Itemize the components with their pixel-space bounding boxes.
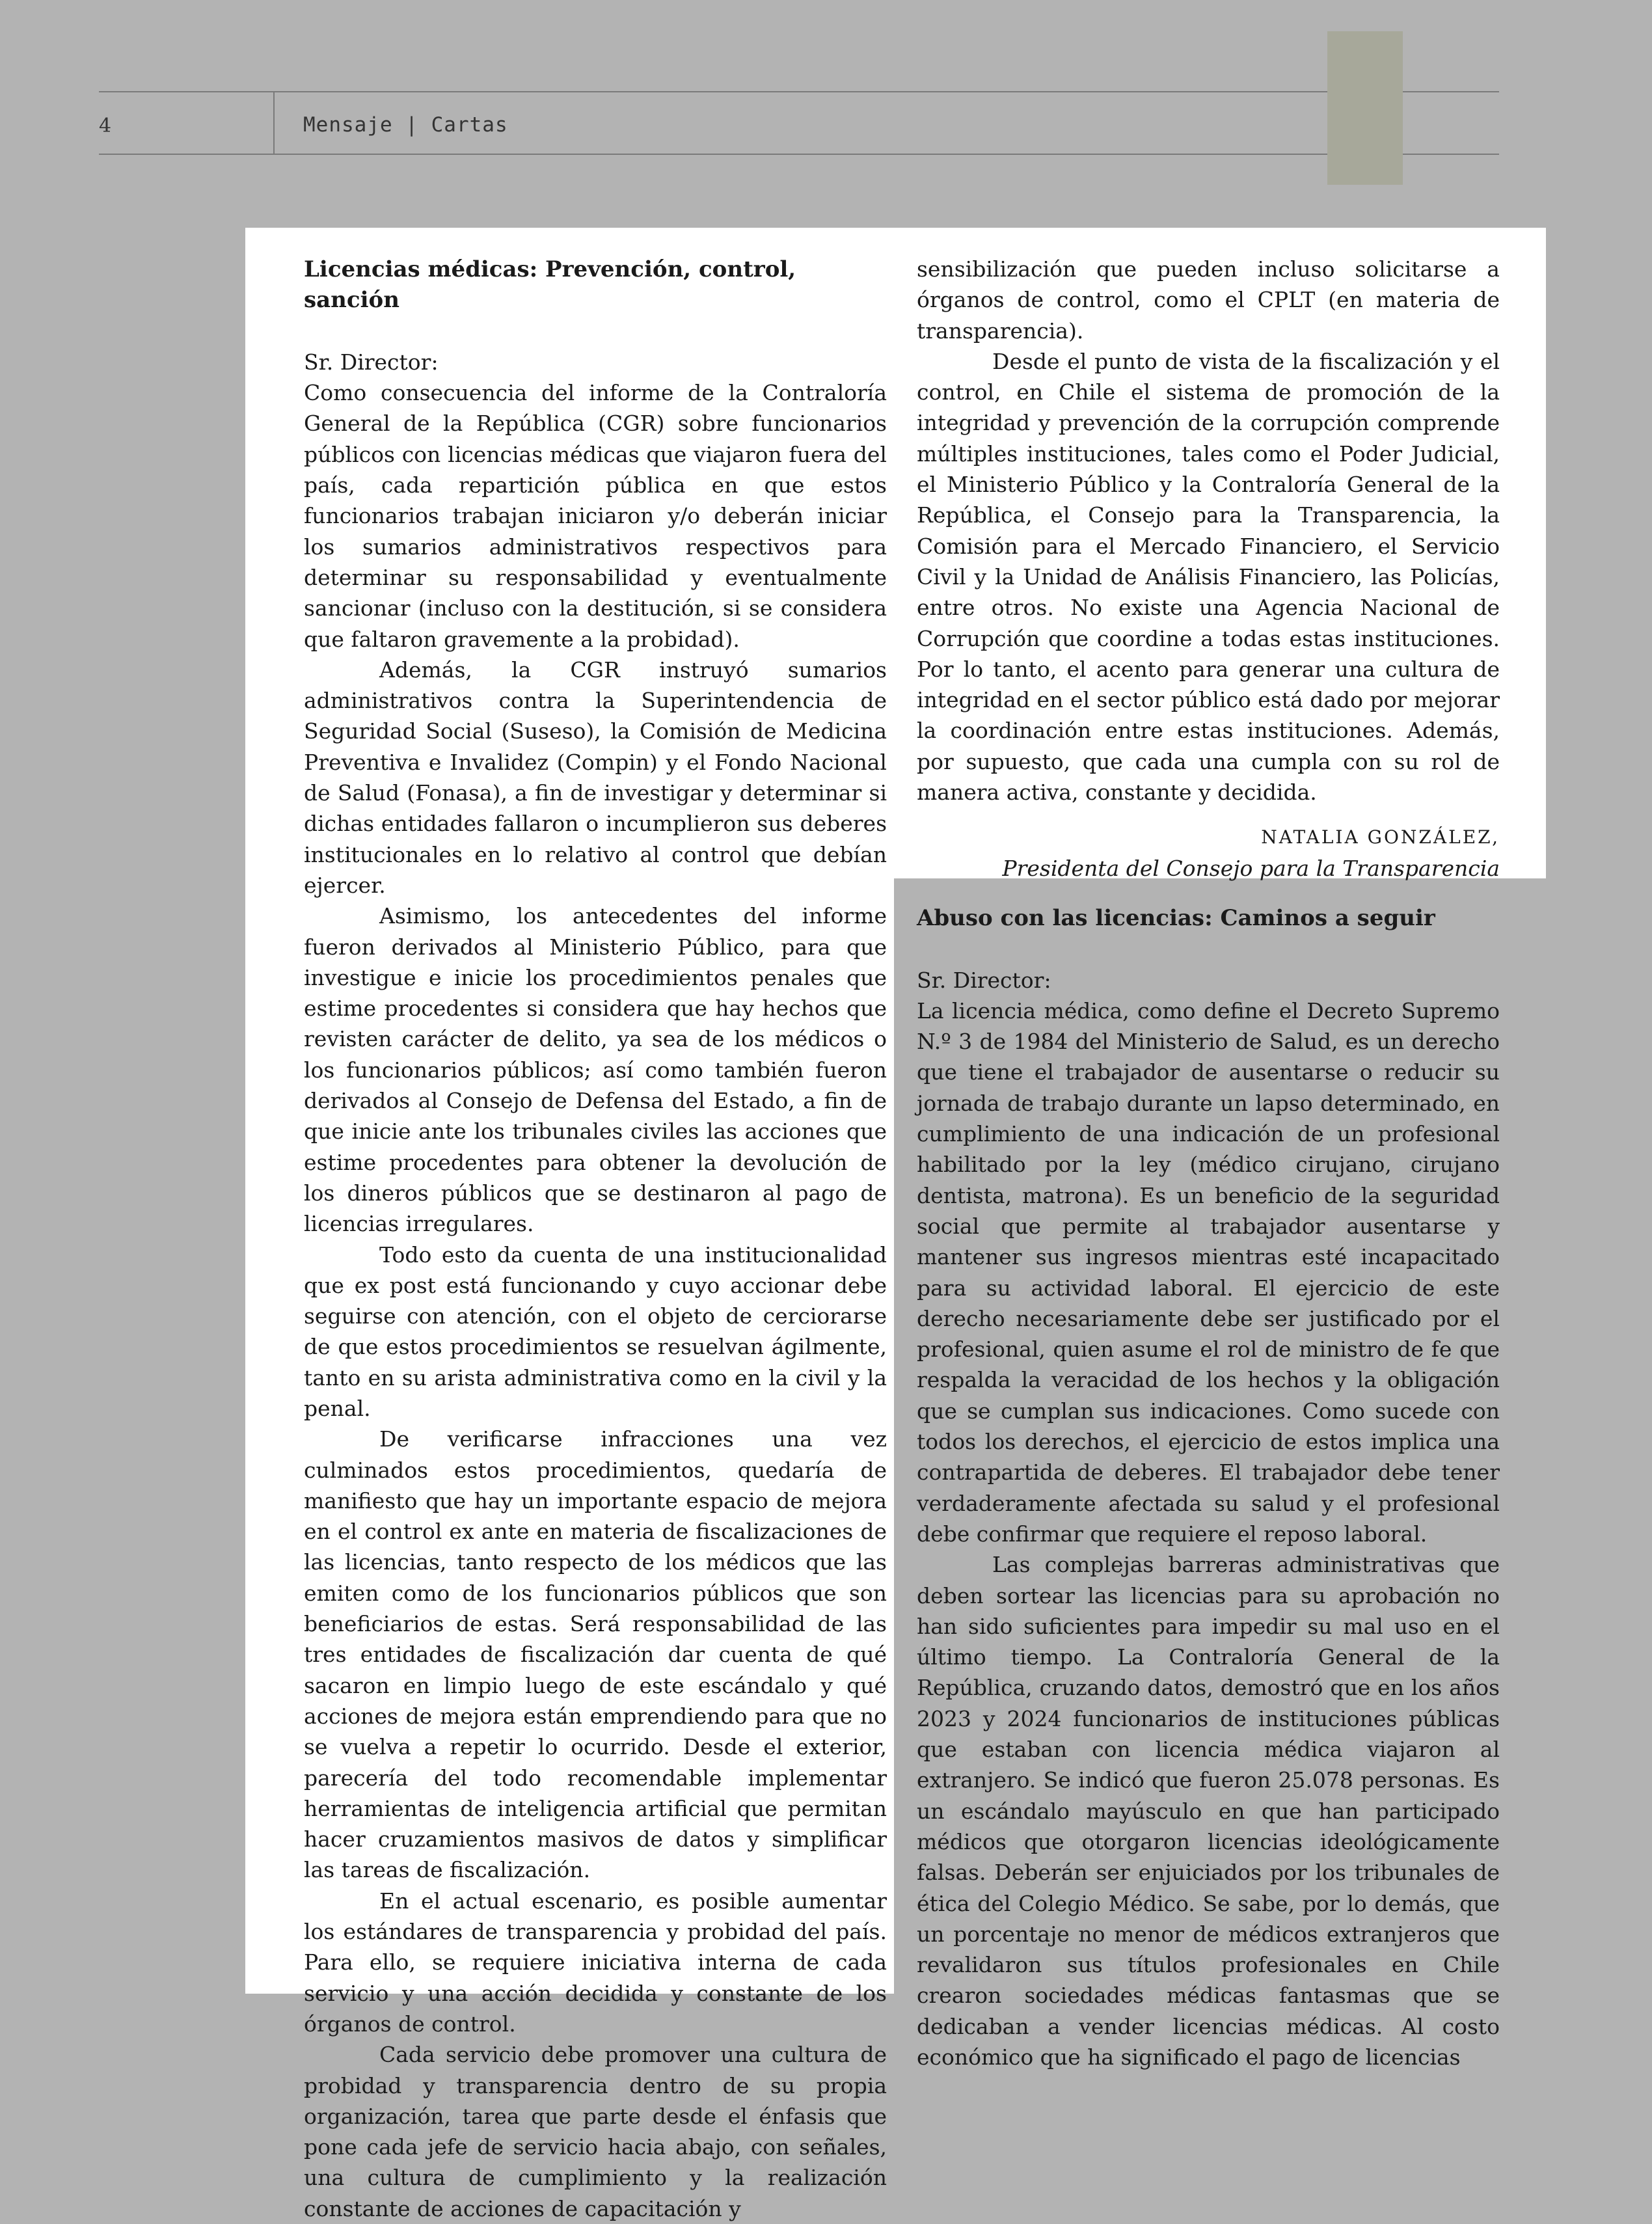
header-top-rule	[99, 91, 1499, 92]
letter1-paragraph: Además, la CGR instruyó sumarios administrativos contra la Superintendencia de Seguridad Social (Suseso), la Comisión de Medicina Preventiva e Invalidez (Compin) y el Fondo Nacional de Salud (Fonasa), a fin de investigar y determinar si dichas entidades fallaron o incumplieron sus deberes institucionales en lo relativo al control que debían ejercer.	[304, 657, 887, 898]
letter2-paragraph: La licencia médica, como define el Decreto Supremo N.º 3 de 1984 del Ministerio de Salud, es un derecho que tiene el trabajador de ausentarse o reducir su jornada de trabajo durante un lapso determinado, en cumplimiento de una indicación de un profesional habilitado por la ley (médico cirujano, cirujano dentista, matrona). Es un beneficio de la seguridad social que permite al trabajador ausentarse y mantener sus ingresos mientras esté incapacitado para su actividad laboral. El ejercicio de este derecho necesariamente debe ser justificado por el profesional, quien asume el rol de ministro de fe que respalda la veracidad de los hechos y la obligación que se cumplan sus indicaciones. Como sucede con todos los derechos, el ejercicio de estos implica una contrapartida de deberes. El trabajador debe tener verdaderamente afectada su salud y el profesional debe confirmar que requiere el reposo laboral.	[917, 997, 1500, 1547]
page-number: 4	[99, 115, 112, 137]
letter1-title: Licencias médicas: Prevención, control, sanción	[304, 256, 796, 314]
letter1-paragraph: Asimismo, los antecedentes del informe fueron derivados al Ministerio Público, para que investigue e inicie los procedimientos penales que estime procedentes si considera que hay hechos que revisten carácter de delito, ya sea de los médicos o los funcionarios públicos; así como también fueron derivados al Consejo de Defensa del Estado, a fin de que inicie ante los tribunales civiles las acciones que estime procedentes para obtener la devolución de los dineros públicos que se destinaron al pago de licencias irregulares.	[304, 903, 887, 1237]
letter1-paragraph: Como consecuencia del informe de la Contraloría General de la República (CGR) sobre funcionarios públicos con licencias médicas que viajaron fuera del país, cada repartición pública en que estos funcionarios trabajan iniciaron y/o deberán iniciar los sumarios administrativos respectivos para determinar su responsabilidad y eventualmente sancionar (incluso con la destitución, si se considera que faltaron gravemente a la probidad).	[304, 380, 887, 652]
letter1-paragraph: De verificarse infracciones una vez culminados estos procedimientos, quedaría de manifiesto que hay un importante espacio de mejora en el control ex ante en materia de fiscalizaciones de las licencias, tanto respecto de los médicos que las emiten como de los funcionarios públicos que son beneficiarios de estas. Será responsabilidad de las tres entidades de fiscalización dar cuenta de qué sacaron en limpio luego de este escándalo y qué acciones de mejora están emprendiendo para que no se vuelva a repetir lo ocurrido. Desde el exterior, parecería del todo recomendable implementar herramientas de inteligencia artificial que permitan hacer cruzamientos masivos de datos y simplificar las tareas de fiscalización.	[304, 1426, 887, 1883]
letter2-paragraph: Las complejas barreras administrativas que deben sortear las licencias para su aprobación no han sido suficientes para impedir su mal uso en el último tiempo. La Contraloría General de la República, cruzando datos, demostró que en los años 2023 y 2024 funcionarios de instituciones públicas que estaban con licencia médica viajaron al extranjero. Se indicó que fueron 25.078 personas. Es un escándalo mayúsculo en que han participado médicos que otorgaron licencias ideológicamente falsas. Deberán ser enjuiciados por los tribunales de ética del Colegio Médico. Se sabe, por lo demás, que un porcentaje no menor de médicos extranjeros que revalidaron sus títulos profesionales en Chile crearon sociedades médicas fantasmas que se dedicaban a vender licencias médicas. Al costo económico que ha significado el pago de licencias	[917, 1552, 1500, 2070]
letter1-paragraph: En el actual escenario, es posible aumentar los estándares de transparencia y probidad del país. Para ello, se requiere iniciativa interna de cada servicio y una acción decidida y constante de los órganos de control.	[304, 1888, 887, 2037]
letter1-continuation	[917, 254, 1500, 884]
letter1-column	[304, 254, 887, 2224]
letter1-signature-role: Presidenta del Consejo para la Transparencia	[1002, 855, 1500, 881]
letter1-signature-name: NATALIA GONZÁLEZ,	[1261, 826, 1500, 848]
letter1-greeting: Sr. Director:	[304, 349, 439, 375]
letter1-paragraph: Desde el punto de vista de la fiscalización y el control, en Chile el sistema de promoción de la integridad y prevención de la corrupción comprende múltiples instituciones, tales como el Poder Judicial, el Ministerio Público y la Contraloría General de la República, el Consejo para la Transparencia, la Comisión para el Mercado Financiero, el Servicio Civil y la Unidad de Análisis Financiero, las Policías, entre otros. No existe una Agencia Nacional de Corrupción que coordine a todas estas instituciones. Por lo tanto, el acento para generar una cultura de integridad en el sector público está dado por mejorar la coordinación entre estas instituciones. Además, por supuesto, que cada una cumpla con su rol de manera activa, constante y decidida.	[917, 348, 1500, 806]
letter1-paragraph: Cada servicio debe promover una cultura de probidad y transparencia dentro de su propia organización, tarea que parte desde el énfasis que pone cada jefe de servicio hacia abajo, con señales, una cultura de cumplimiento y la realización constante de acciones de capacitación y	[304, 2042, 887, 2221]
header-divider	[273, 91, 275, 154]
letter2-column	[917, 903, 1500, 2072]
section-tab-marker	[1327, 31, 1403, 185]
section-title: Mensaje | Cartas	[303, 113, 508, 137]
letter1-paragraph: Todo esto da cuenta de una institucionalidad que ex post está funcionando y cuyo accionar debe seguirse con atención, con el objeto de cerciorarse de que estos procedimientos se resuelvan ágilmente, tanto en su arista administrativa como en la civil y la penal.	[304, 1241, 887, 1421]
header-bottom-rule	[99, 154, 1499, 155]
letter2-title: Abuso con las licencias: Caminos a seguir	[917, 905, 1435, 931]
letter2-greeting: Sr. Director:	[917, 967, 1051, 993]
letter1-paragraph: sensibilización que pueden incluso solicitarse a órganos de control, como el CPLT (en materia de transparencia).	[917, 256, 1500, 344]
